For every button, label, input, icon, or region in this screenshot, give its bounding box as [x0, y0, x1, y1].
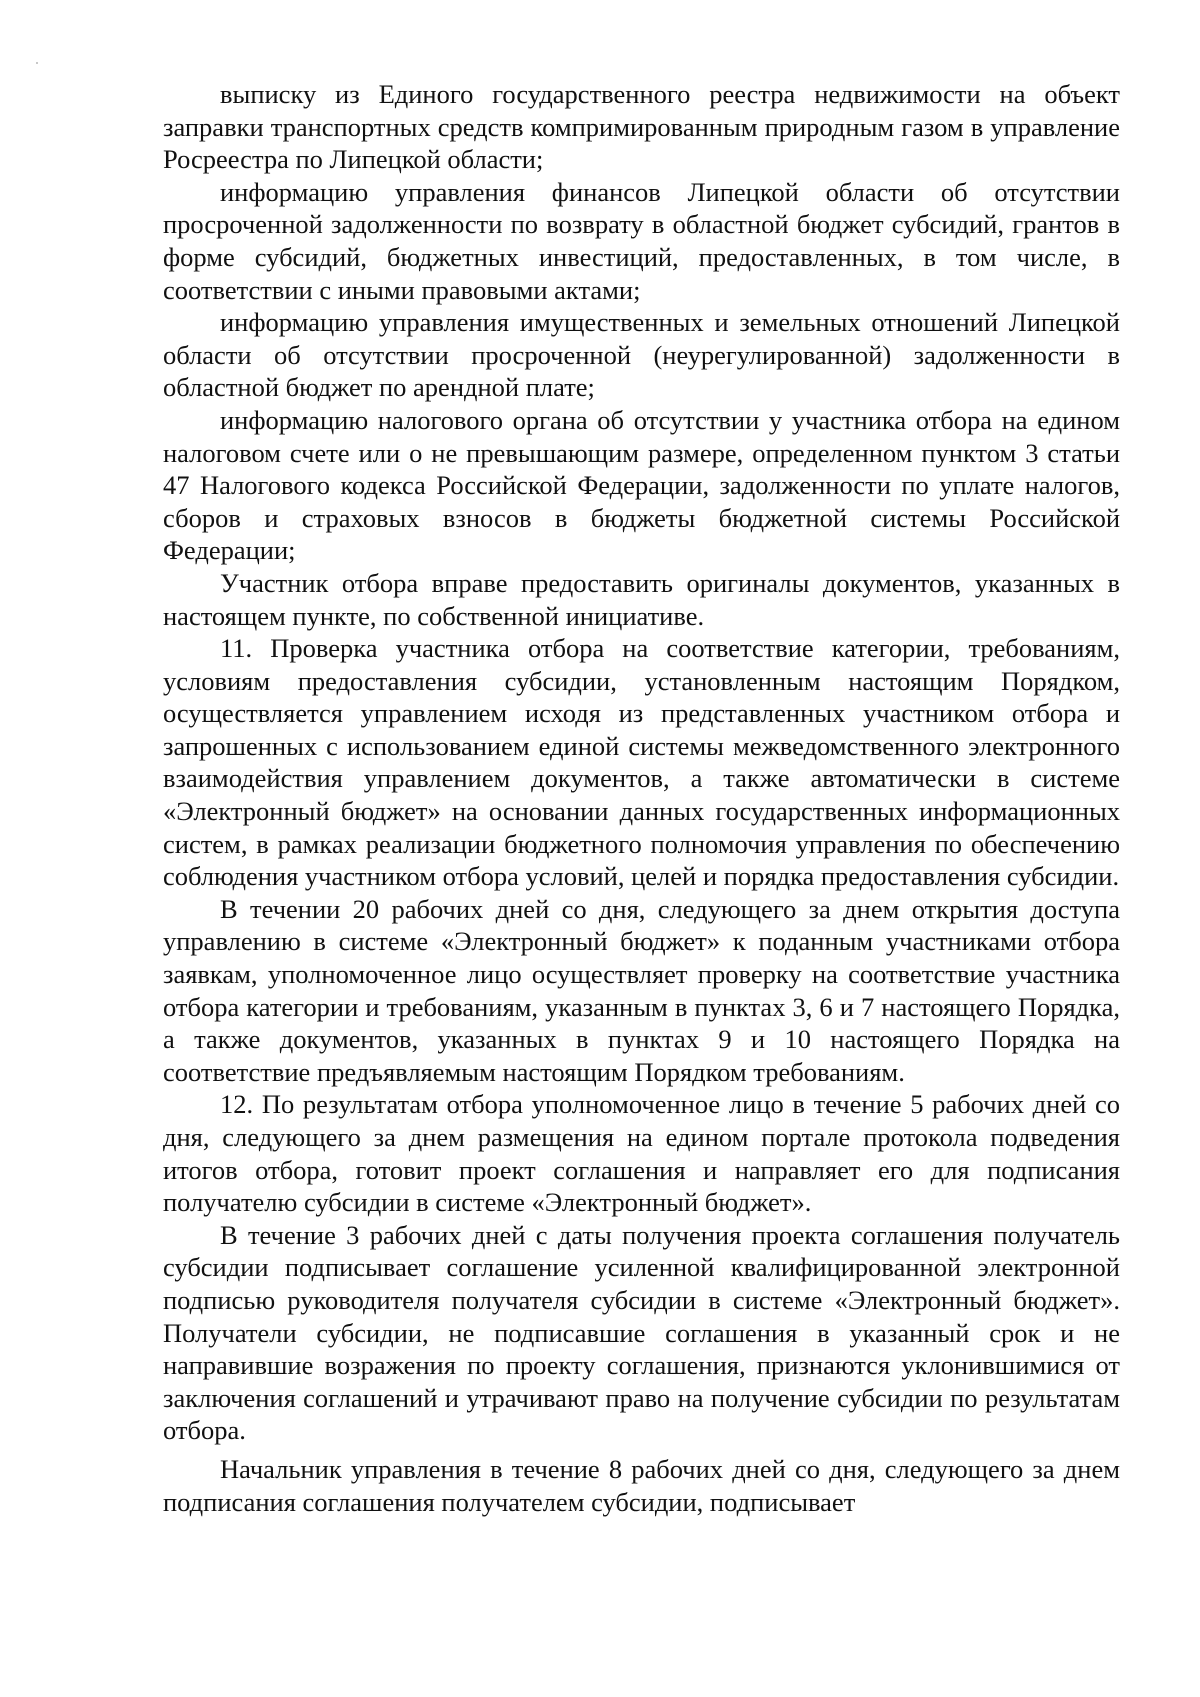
paragraph-egrn-extract: выписку из Единого государственного реестра недвижимости на объект заправки транспортных средств компримированным природным газом в управление Росреестра по Липецкой области;: [163, 79, 1120, 175]
paragraph-signing-term: В течение 3 рабочих дней с даты получения проекта соглашения получатель субсидии подписывает соглашение усиленной квалифицированной электронной подписью руководителя получателя субсидии в системе «Электронный бюджет». Получатели субсидии, не подписавшие соглашения в указанный срок и не направившие возражения по проекту соглашения, признаются уклонившимися от заключения соглашений и утрачивают право на получение субсидии по результатам отбора.: [163, 1219, 1120, 1446]
paragraph-originals-right: Участник отбора вправе предоставить оригиналы документов, указанных в настоящем пункте, по собственной инициативе.: [163, 567, 1120, 631]
paragraph-clause-12: 12. По результатам отбора уполномоченное лицо в течение 5 рабочих дней со дня, следующего за днем размещения на едином портале протокола подведения итогов отбора, готовит проект соглашения и направляет его для подписания получателю субсидии в системе «Электронный бюджет».: [163, 1089, 1120, 1218]
document-body: [163, 78, 1120, 1518]
paragraph-tax-info: информацию налогового органа об отсутствии у участника отбора на едином налоговом счете или о не превышающим размере, определенном пунктом 3 статьи 47 Налогового кодекса Российской Федерации, задолженности по уплате налогов, сборов и страховых взносов в бюджеты бюджетной системы Российской Федерации;: [163, 404, 1120, 566]
paragraph-property-info: информацию управления имущественных и земельных отношений Липецкой области об отсутствии просроченной (неурегулированной) задолженности в областной бюджет по арендной плате;: [163, 307, 1120, 403]
paragraph-clause-11: 11. Проверка участника отбора на соответствие категории, требованиям, условиям предоставления субсидии, установленным настоящим Порядком, осуществляется управлением исходя из представленных участником отбора и запрошенных с использованием единой системы межведомственного электронного взаимодействия управлением документов, а также автоматически в системе «Электронный бюджет» на основании данных государственных информационных систем, в рамках реализации бюджетного полномочия управления по обеспечению соблюдения участником отбора условий, целей и порядка предоставления субсидии.: [163, 633, 1120, 892]
paragraph-verification-term: В течении 20 рабочих дней со дня, следующего за днем открытия доступа управлению в системе «Электронный бюджет» к поданным участниками отбора заявкам, уполномоченное лицо осуществляет проверку на соответствие участника отбора категории и требованиям, указанным в пунктах 3, 6 и 7 настоящего Порядка, а также документов, указанных в пунктах 9 и 10 настоящего Порядка на соответствие предъявляемым настоящим Порядком требованиям.: [163, 893, 1120, 1087]
paragraph-finance-info: информацию управления финансов Липецкой области об отсутствии просроченной задолженности по возврату в областной бюджет субсидий, грантов в форме субсидий, бюджетных инвестиций, предоставленных, в том числе, в соответствии с иными правовыми актами;: [163, 176, 1120, 305]
paragraph-head-signature: Начальник управления в течение 8 рабочих дней со дня, следующего за днем подписания соглашения получателем субсидии, подписывает: [163, 1453, 1120, 1517]
scan-artifact-dot: [36, 62, 38, 64]
